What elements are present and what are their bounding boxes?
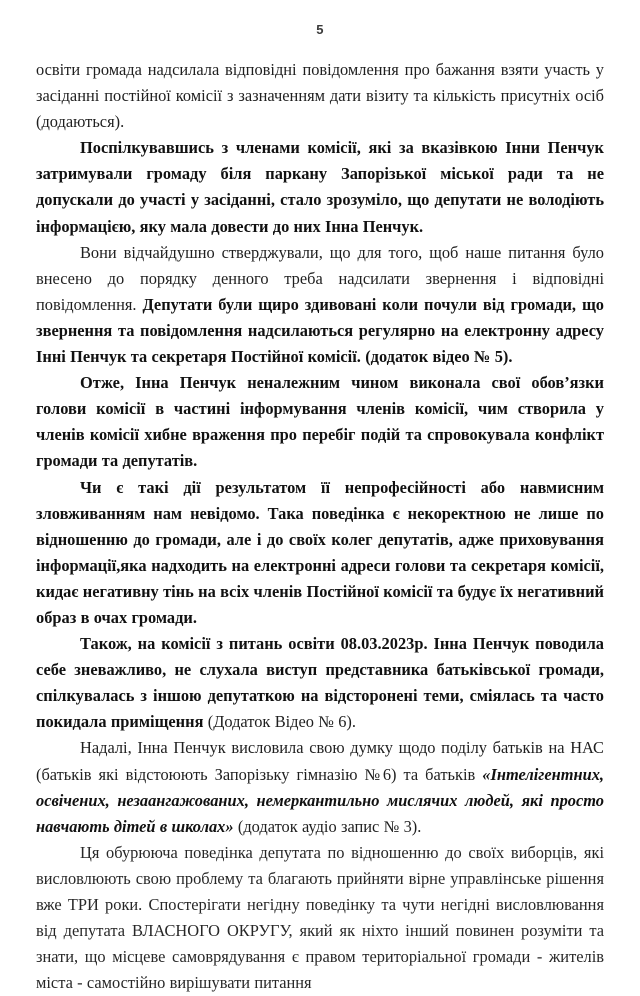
text-run: Ця обурююча поведінка депутата по відношенню до своїх виборців, які висловлюють свою проблему та благають прийняти вірне управлінське рішення вже ТРИ роки. Спостерігати негідну поведінку та чути негідні висловлювання від депутата ВЛАСНОГО ОКРУГУ, який як ніхто інший повинен розуміти та знати, що місцеве самоврядування є правом територіальної громади - жителів міста - самостійно вирішувати питання bbox=[36, 842, 604, 993]
paragraph-6 bbox=[36, 631, 604, 735]
paragraph-8 bbox=[36, 840, 604, 996]
text-run: (Додаток Відео № 6). bbox=[203, 712, 356, 732]
text-run: Надалі, Інна Пенчук висловила свою думку щодо поділу батьків на НАС (батьків які відстоюють Запорізьку гімназію №6) та батьків bbox=[36, 738, 604, 784]
paragraph-2 bbox=[36, 135, 604, 239]
text-run-bold: Також, на комісії з питань освіти 08.03.2023р. Інна Пенчук поводила себе зневажливо, не слухала виступ представника батьківської громади, спілкувалась з іншою депутаткою на відсторонені теми, сміялась та часто покидала приміщення bbox=[36, 634, 604, 732]
paragraph-1 bbox=[36, 57, 604, 135]
paragraph-7 bbox=[36, 735, 604, 839]
text-run-bold-italic: «Інтелігентних, освічених, незаангажованих, немеркантильно мислячих людей, які просто навчають дітей в школах» bbox=[36, 764, 604, 836]
text-run: (додаток аудіо запис № 3). bbox=[233, 816, 422, 836]
text-run-bold: Отже, Інна Пенчук неналежним чином виконала свої обов’язки голови комісії в частині інформування членів комісії, чим створила у членів комісії хибне враження про перебіг подій та спровокувала конфлікт громади та депутатів. bbox=[36, 373, 604, 471]
paragraph-5 bbox=[36, 475, 604, 632]
document-body bbox=[36, 57, 604, 996]
text-run: освіти громада надсилала відповідні повідомлення про бажання взяти участь у засіданні постійної комісії з зазначенням дати візиту та кількість присутніх осіб (додаються). bbox=[36, 60, 604, 132]
text-run: Вони відчайдушно стверджували, що для того, щоб наше питання було внесено до порядку денного треба надсилати звернення і відповідні повідомлення. bbox=[36, 242, 604, 314]
paragraph-4 bbox=[36, 370, 604, 474]
text-run-bold: Поспілкувавшись з членами комісії, які за вказівкою Інни Пенчук затримували громаду біля паркану Запорізької міської ради та не допускали до участі у засіданні, стало зрозуміло, що депутати не володіють інформацією, яку мала довести до них Інна Пенчук. bbox=[36, 138, 604, 236]
page-number: 5 bbox=[316, 22, 324, 37]
text-run-bold: Депутати були щиро здивовані коли почули від громади, що звернення та повідомлення надсилаються регулярно на електронну адресу Інні Пенчук та секретаря Постійної комісії. (додаток відео № 5). bbox=[36, 294, 604, 367]
text-run-bold: Чи є такі дії результатом її непрофесійності або навмисним зловживанням нам невідомо. Така поведінка є некоректною не лише по відношенню до громади, але і до своїх колег депутатів, адже приховування інформації,яка надходить на електронні адреси голови та секретаря комісії, кидає негативну тінь на всіх членів Постійної комісії та будує їх негативний образ в очах громади. bbox=[36, 477, 604, 627]
paragraph-3 bbox=[36, 240, 604, 370]
